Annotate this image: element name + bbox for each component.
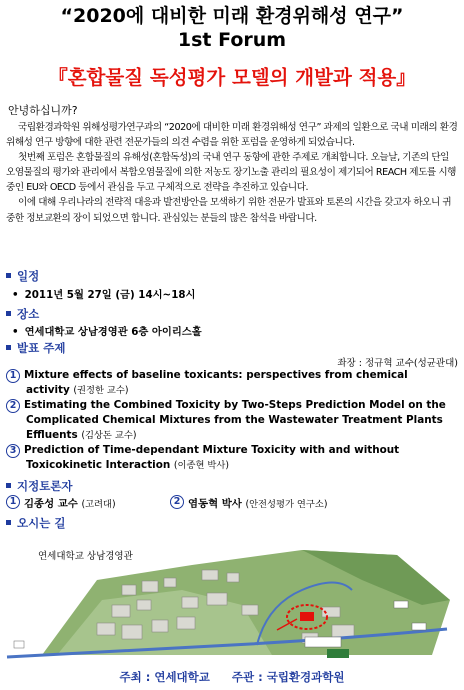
- talk-title-cont: Toxicokinetic Interaction: [26, 459, 171, 471]
- session-chair: 좌장 : 정규혁 교수(성균관대): [337, 358, 458, 369]
- map-label: 연세대학교 상남경영관: [38, 551, 133, 562]
- square-bullet-icon: [6, 483, 11, 488]
- dot-bullet-icon: •: [12, 289, 19, 301]
- talk-item-1: [6, 368, 458, 398]
- number-circle-icon: 2: [6, 399, 20, 413]
- square-bullet-icon: [6, 345, 11, 350]
- host-text: 주최 : 연세대학교: [119, 670, 210, 684]
- forum-subtitle: 『혼합물질 독성평가 모델의 개발과 적용』: [48, 66, 416, 89]
- intro-paragraph-2: 첫번째 포럼은 혼합물질의 유해성(혼합독성)의 국내 연구 동향에 관한 주제로 개최합니다. 오늘날, 기존의 단일 오염물질의 평가와 관리에서 복합오염물질에 의한 저농도 장기노출 관리의 필요성이 제기되어 REACH 제도를 시행 중인 EU와 OECD 등에서 관심을 두고 구체적으로 전략을 추진하고 있습니다.: [6, 152, 456, 194]
- talk-speaker: (이종현 박사): [173, 460, 230, 471]
- talk-title: Prediction of Time-dependant Mixture Toxicity with and without: [24, 444, 400, 456]
- venue-value: • 연세대학교 상남경영관 6층 아이리스홀: [12, 326, 202, 338]
- number-circle-icon: 3: [6, 444, 20, 458]
- discussants-heading: 지정토론자: [6, 478, 73, 494]
- schedule-value: • 2011년 5월 27일 (금) 14시~18시: [12, 289, 196, 301]
- organizer-text: 주관 : 국립환경과학원: [231, 670, 345, 684]
- talk-item-3: [6, 443, 458, 473]
- talk-title-cont: activity: [26, 384, 70, 396]
- talk-title: Mixture effects of baseline toxicants: perspectives from chemical: [24, 369, 408, 381]
- discussant-name: 염동혁 박사: [188, 498, 242, 510]
- discussant-name: 김종성 교수: [24, 498, 78, 510]
- intro-paragraph-3: 이에 대해 우리나라의 전략적 대응과 발전방안을 모색하기 위한 전문가 발표와 토론의 시간을 갖고자 하오니 귀중한 정보교환의 장이 되었으면 합니다. 관심있는 분들의 많은 참석을 바랍니다.: [6, 197, 452, 224]
- greeting: 안녕하십니까?: [8, 104, 78, 117]
- venue-heading: 장소: [6, 306, 39, 322]
- number-circle-icon: 1: [6, 495, 20, 509]
- talk-item-2: [6, 398, 458, 443]
- talk-title-cont: Effluents: [26, 429, 78, 441]
- dot-bullet-icon: •: [12, 326, 19, 338]
- forum-label: 1st Forum: [177, 29, 287, 51]
- number-circle-icon: 2: [170, 495, 184, 509]
- square-bullet-icon: [6, 520, 11, 525]
- talk-speaker: (권정한 교수): [73, 385, 129, 396]
- talk-speaker: (김상돈 교수): [81, 430, 137, 441]
- discussant-affiliation: (안전성평가 연구소): [245, 499, 328, 510]
- campus-map: [2, 545, 462, 663]
- directions-heading: 오시는 길: [6, 515, 65, 531]
- talk-title: Estimating the Combined Toxicity by Two-Steps Prediction Model on the: [24, 399, 446, 411]
- intro-text: [6, 120, 458, 226]
- square-bullet-icon: [6, 273, 11, 278]
- square-bullet-icon: [6, 311, 11, 316]
- poster-title: “2020에 대비한 미래 환경위해성 연구”: [60, 5, 404, 27]
- presentations-heading: 발표 주제: [6, 340, 65, 356]
- discussant-1: [6, 495, 116, 510]
- footer: [0, 669, 464, 685]
- number-circle-icon: 1: [6, 369, 20, 383]
- schedule-heading: 일정: [6, 268, 39, 284]
- intro-paragraph-1: 국립환경과학원 위해성평가연구과의 “2020에 대비한 미래 환경위해성 연구” 과제의 일환으로 국내 미래의 환경위해성 연구 방향에 대한 관련 전문가들의 의견 수렴을 위한 포럼을 운영하게 되었습니다.: [6, 122, 458, 149]
- talk-title-cont: Complicated Chemical Mixtures from the Wastewater Treatment Plants: [26, 414, 443, 426]
- discussant-2: [170, 495, 328, 510]
- discussant-affiliation: (고려대): [81, 499, 116, 510]
